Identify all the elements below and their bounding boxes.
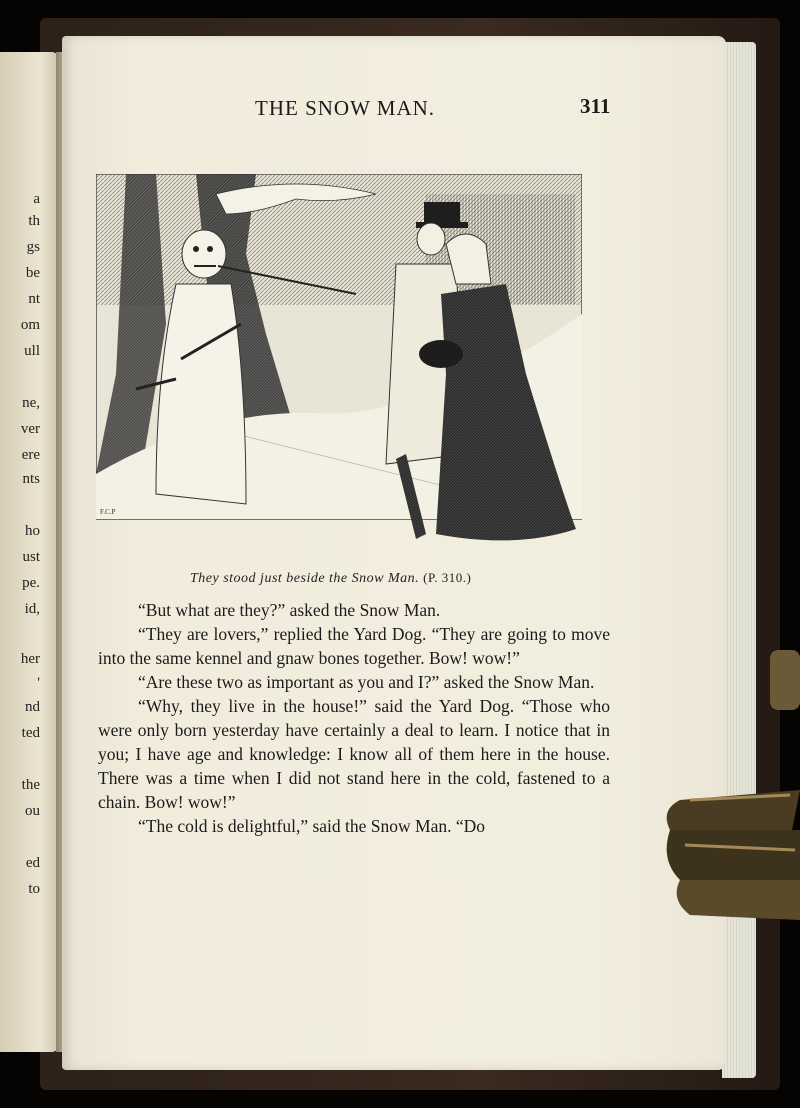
left-page-fragment: om [20,317,40,333]
artist-signature: F.C.P [100,508,116,516]
left-page-fragment: nt [28,291,40,307]
caption-text: They stood just beside the Snow Man. [190,571,420,586]
left-page-fragment: gs [26,239,40,255]
running-head: THE SNOW MAN. [255,96,436,120]
left-page-fragment: ted [21,725,40,741]
left-page-fragment: ' [37,675,40,691]
left-page-fragment: the [21,777,40,793]
paragraph: “Are these two as important as you and I?” asked the Snow Man. [138,672,595,692]
left-page-fragment: be [25,265,40,281]
left-page-fragment: her [20,651,40,667]
left-page-fragment: ne, [22,395,40,411]
left-page-fragment: ed [25,855,40,871]
left-page-fragment: ere [21,447,40,463]
snowman-illustration [96,174,582,566]
paragraph: “But what are they?” asked the Snow Man. [138,600,441,620]
left-page-fragment: ull [24,343,40,359]
page-header [60,96,800,126]
left-page-fragment: id, [24,601,40,617]
left-page-fragment: to [28,881,40,897]
left-page-fragment: a [33,191,40,207]
left-page-fragment: ver [20,421,40,437]
left-page-fragment: ho [25,523,40,539]
page-clip-weight [660,650,800,970]
left-page-fragment: ust [22,549,40,565]
left-page-fragment: nd [25,699,40,715]
left-page-fragment: ou [25,803,40,819]
body-text [98,598,610,838]
engraving-image [96,174,582,566]
left-page-fragment: pe. [22,575,40,591]
paragraph: “The cold is delightful,” said the Snow Man. “Do [138,816,486,836]
page-number: 311 [580,94,611,118]
paragraph: “Why, they live in the house!” said the Yard Dog. “Those who were only born yesterday have certainly a deal to learn. I notice that in you; I have age and knowledge: I know all of them here in the house. There was a time when I did not stand here in the cold, fastened to a chain. Bow! wow!” [98,696,610,812]
caption-page-ref: (P. 310.) [423,570,472,585]
left-page-fragment: th [28,213,40,229]
left-page-fragment: nts [22,471,40,487]
paragraph: “They are lovers,” replied the Yard Dog. “They are going to move into the same kennel and gnaw bones together. Bow! wow!” [98,624,610,668]
left-page [0,52,58,1052]
illustration-caption [190,570,471,587]
